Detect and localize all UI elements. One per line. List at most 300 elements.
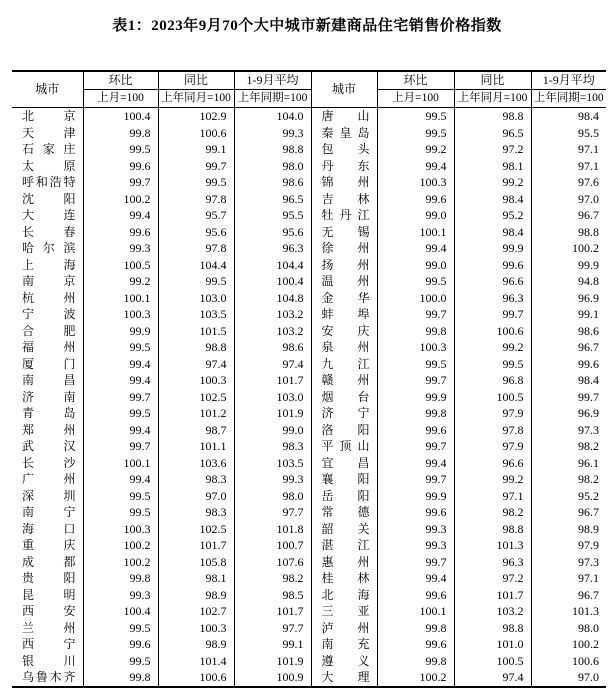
avg-value-right: 98.6 <box>578 323 599 338</box>
yoy-value-left: 95.7 <box>158 207 234 224</box>
yoy-value-left: 102.7 <box>158 603 234 620</box>
avg-value-right: 98.4 <box>578 373 599 387</box>
mom-value-right: 99.6 <box>377 422 454 439</box>
avg-value-right: 98.8 <box>578 224 599 239</box>
yoy-value-left: 97.8 <box>158 240 234 257</box>
table-row <box>12 603 606 620</box>
mom-value-left: 99.7 <box>83 438 158 455</box>
yoy-value-right: 96.8 <box>454 372 531 389</box>
city-name-right: 泸 州 <box>311 620 377 637</box>
table-row <box>12 537 606 554</box>
city-name-right: 洛 阳 <box>311 422 377 439</box>
city-name-left: 哈 尔 滨 <box>12 240 83 257</box>
city-name-right: 岳 阳 <box>311 488 377 505</box>
avg-value-left: 99.3 <box>234 125 311 142</box>
table-row <box>12 389 606 406</box>
yoy-value-left: 97.0 <box>158 488 234 505</box>
header-avg-base-right: 上年同期=100 <box>531 90 606 108</box>
mom-value-left: 99.4 <box>83 356 158 373</box>
table-row <box>12 438 606 455</box>
yoy-value-right: 97.2 <box>454 570 531 587</box>
mom-value-right: 99.3 <box>377 521 454 538</box>
header-avg-right: 1-9月平均 <box>531 71 606 90</box>
yoy-value-left: 99.5 <box>158 174 234 191</box>
mom-value-right: 99.5 <box>377 273 454 290</box>
avg-value-left: 100.4 <box>234 273 311 290</box>
header-mom-base-right: 上月=100 <box>377 90 454 108</box>
mom-value-right: 99.6 <box>377 191 454 208</box>
yoy-value-left: 97.8 <box>158 191 234 208</box>
city-name-left: 成 都 <box>12 554 83 571</box>
city-name-left: 石 家 庄 <box>12 141 83 158</box>
yoy-value-right: 95.2 <box>454 207 531 224</box>
table-row <box>12 339 606 356</box>
table-row <box>12 471 606 488</box>
avg-value-right: 97.3 <box>578 422 599 437</box>
mom-value-right: 100.3 <box>377 339 454 356</box>
avg-value-right: 99.9 <box>578 257 599 272</box>
city-name-right: 济 宁 <box>311 405 377 422</box>
avg-value-right: 99.1 <box>578 307 599 321</box>
yoy-value-right: 99.2 <box>454 339 531 356</box>
table-title: 表1：2023年9月70个大中城市新建商品住宅销售价格指数 <box>112 18 502 34</box>
mom-value-right: 99.9 <box>377 389 454 406</box>
city-name-left: 贵 阳 <box>12 570 83 587</box>
mom-value-right: 99.4 <box>377 158 454 175</box>
avg-value-right: 97.9 <box>578 538 599 552</box>
avg-value-right: 99.6 <box>578 356 599 371</box>
table-row <box>12 636 606 653</box>
yoy-value-right: 99.7 <box>454 306 531 323</box>
avg-value-right: 97.3 <box>578 554 599 569</box>
avg-value-left: 103.2 <box>234 306 311 323</box>
table-row <box>12 224 606 241</box>
avg-value-left: 104.4 <box>234 257 311 274</box>
yoy-value-right: 100.5 <box>454 389 531 406</box>
yoy-value-right: 99.5 <box>454 356 531 373</box>
header-yoy-base-left: 上年同月=100 <box>158 90 234 108</box>
mom-value-left: 100.2 <box>83 537 158 554</box>
yoy-value-right: 96.3 <box>454 290 531 307</box>
avg-value-left: 95.6 <box>234 224 311 241</box>
yoy-value-right: 100.5 <box>454 653 531 670</box>
yoy-value-right: 96.6 <box>454 273 531 290</box>
city-name-right: 包 头 <box>311 141 377 158</box>
yoy-value-left: 102.5 <box>158 521 234 538</box>
yoy-value-right: 100.6 <box>454 323 531 340</box>
mom-value-right: 99.3 <box>377 537 454 554</box>
mom-value-left: 99.4 <box>83 471 158 488</box>
city-name-right: 常 德 <box>311 504 377 521</box>
yoy-value-left: 98.1 <box>158 570 234 587</box>
avg-value-right: 100.2 <box>572 637 599 651</box>
city-name-left: 昆 明 <box>12 587 83 604</box>
yoy-value-left: 100.3 <box>158 620 234 637</box>
table-row <box>12 290 606 307</box>
mom-value-right: 99.0 <box>377 257 454 274</box>
mom-value-right: 100.2 <box>377 669 454 687</box>
city-name-left: 长 春 <box>12 224 83 241</box>
avg-value-left: 98.5 <box>234 587 311 604</box>
city-name-right: 九 江 <box>311 356 377 373</box>
yoy-value-right: 97.2 <box>454 141 531 158</box>
city-name-right: 丹 东 <box>311 158 377 175</box>
yoy-value-left: 100.3 <box>158 372 234 389</box>
table-row <box>12 306 606 323</box>
header-mom-base-left: 上月=100 <box>83 90 158 108</box>
mom-value-right: 99.2 <box>377 141 454 158</box>
table-row <box>12 356 606 373</box>
table-row <box>12 108 606 125</box>
avg-value-left: 98.8 <box>234 141 311 158</box>
table-row <box>12 372 606 389</box>
mom-value-left: 99.5 <box>83 620 158 637</box>
mom-value-right: 99.4 <box>377 570 454 587</box>
city-name-left: 北 京 <box>12 108 83 125</box>
mom-value-left: 99.7 <box>83 389 158 406</box>
mom-value-left: 100.1 <box>83 290 158 307</box>
avg-value-right: 97.1 <box>578 158 599 173</box>
avg-value-left: 98.6 <box>234 174 311 191</box>
table-row <box>12 669 606 687</box>
mom-value-right: 99.6 <box>377 636 454 653</box>
avg-value-right: 97.1 <box>578 142 599 156</box>
city-name-right: 湛 江 <box>311 537 377 554</box>
yoy-value-left: 97.4 <box>158 356 234 373</box>
mom-value-right: 99.8 <box>377 405 454 422</box>
mom-value-left: 99.4 <box>83 207 158 224</box>
header-city-left: 城市 <box>12 71 83 108</box>
table-row <box>12 554 606 571</box>
city-name-right: 赣 州 <box>311 372 377 389</box>
mom-value-right: 100.0 <box>377 290 454 307</box>
city-name-left: 南 昌 <box>12 372 83 389</box>
yoy-value-right: 98.4 <box>454 224 531 241</box>
table-row <box>12 158 606 175</box>
mom-value-left: 100.1 <box>83 455 158 472</box>
avg-value-right: 97.0 <box>578 191 599 206</box>
mom-value-left: 99.5 <box>83 653 158 670</box>
table-header <box>12 71 606 108</box>
city-name-left: 兰 州 <box>12 620 83 637</box>
table-row <box>12 405 606 422</box>
yoy-value-left: 98.7 <box>158 422 234 439</box>
table-row <box>12 174 606 191</box>
table-row <box>12 488 606 505</box>
city-name-left: 南 宁 <box>12 504 83 521</box>
avg-value-left: 95.5 <box>234 207 311 224</box>
mom-value-right: 99.7 <box>377 471 454 488</box>
yoy-value-left: 99.5 <box>158 273 234 290</box>
city-name-left: 呼 和 浩 特 <box>12 174 83 191</box>
table-body <box>12 108 606 687</box>
city-name-right: 宜 昌 <box>311 455 377 472</box>
city-name-left: 银 川 <box>12 653 83 670</box>
yoy-value-right: 96.6 <box>454 455 531 472</box>
yoy-value-right: 97.1 <box>454 488 531 505</box>
city-name-left: 西 宁 <box>12 636 83 653</box>
yoy-value-left: 103.5 <box>158 306 234 323</box>
mom-value-right: 99.0 <box>377 207 454 224</box>
city-name-right: 徐 州 <box>311 240 377 257</box>
city-name-left: 杭 州 <box>12 290 83 307</box>
avg-value-right: 98.2 <box>578 439 599 453</box>
avg-value-left: 97.7 <box>234 620 311 637</box>
avg-value-left: 101.7 <box>234 603 311 620</box>
avg-value-right: 98.4 <box>578 109 599 123</box>
mom-value-left: 100.3 <box>83 306 158 323</box>
header-yoy-left: 同比 <box>158 71 234 90</box>
mom-value-left: 99.8 <box>83 669 158 687</box>
avg-value-right: 96.9 <box>578 406 599 420</box>
mom-value-right: 99.6 <box>377 587 454 604</box>
city-name-left: 太 原 <box>12 158 83 175</box>
table-row <box>12 570 606 587</box>
mom-value-left: 99.6 <box>83 158 158 175</box>
table-row <box>12 273 606 290</box>
avg-value-left: 107.6 <box>234 554 311 571</box>
mom-value-left: 99.5 <box>83 339 158 356</box>
yoy-value-right: 98.8 <box>454 620 531 637</box>
city-name-right: 泉 州 <box>311 339 377 356</box>
mom-value-left: 99.7 <box>83 174 158 191</box>
city-name-left: 大 连 <box>12 207 83 224</box>
mom-value-right: 99.8 <box>377 653 454 670</box>
mom-value-left: 99.5 <box>83 405 158 422</box>
avg-value-right: 98.2 <box>578 472 599 486</box>
avg-value-left: 101.8 <box>234 521 311 538</box>
mom-value-left: 100.4 <box>83 108 158 125</box>
avg-value-right: 96.7 <box>578 208 599 222</box>
yoy-value-left: 98.9 <box>158 587 234 604</box>
yoy-value-left: 104.4 <box>158 257 234 274</box>
table-row <box>12 504 606 521</box>
avg-value-left: 97.4 <box>234 356 311 373</box>
avg-value-right: 96.1 <box>578 455 599 470</box>
avg-value-right: 97.1 <box>578 571 599 585</box>
table-row <box>12 240 606 257</box>
mom-value-left: 100.2 <box>83 554 158 571</box>
avg-value-left: 96.3 <box>234 240 311 257</box>
city-name-left: 合 肥 <box>12 323 83 340</box>
avg-value-right: 96.7 <box>578 587 599 602</box>
yoy-value-right: 98.4 <box>454 191 531 208</box>
city-name-right: 秦 皇 岛 <box>311 125 377 142</box>
table-row <box>12 521 606 538</box>
avg-value-right: 97.6 <box>578 175 599 189</box>
yoy-value-right: 101.0 <box>454 636 531 653</box>
mom-value-right: 99.7 <box>377 438 454 455</box>
mom-value-right: 99.4 <box>377 455 454 472</box>
mom-value-right: 99.8 <box>377 620 454 637</box>
yoy-value-right: 98.8 <box>454 521 531 538</box>
mom-value-left: 99.6 <box>83 224 158 241</box>
mom-value-right: 99.9 <box>377 488 454 505</box>
mom-value-right: 99.4 <box>377 240 454 257</box>
yoy-value-left: 103.6 <box>158 455 234 472</box>
table-row <box>12 191 606 208</box>
mom-value-left: 100.5 <box>83 257 158 274</box>
yoy-value-right: 101.7 <box>454 587 531 604</box>
yoy-value-left: 98.3 <box>158 504 234 521</box>
yoy-value-left: 98.3 <box>158 471 234 488</box>
avg-value-left: 101.9 <box>234 405 311 422</box>
yoy-value-left: 101.5 <box>158 323 234 340</box>
city-name-left: 南 京 <box>12 273 83 290</box>
header-avg-left: 1-9月平均 <box>234 71 311 90</box>
mom-value-left: 99.5 <box>83 141 158 158</box>
mom-value-right: 100.1 <box>377 224 454 241</box>
header-yoy-right: 同比 <box>454 71 531 90</box>
table-row <box>12 257 606 274</box>
mom-value-left: 100.4 <box>83 603 158 620</box>
mom-value-left: 100.3 <box>83 521 158 538</box>
avg-value-left: 98.0 <box>234 488 311 505</box>
city-name-right: 安 庆 <box>311 323 377 340</box>
yoy-value-right: 97.8 <box>454 422 531 439</box>
mom-value-left: 99.4 <box>83 422 158 439</box>
yoy-value-left: 100.6 <box>158 669 234 687</box>
avg-value-left: 103.2 <box>234 323 311 340</box>
yoy-value-left: 102.5 <box>158 389 234 406</box>
city-name-right: 惠 州 <box>311 554 377 571</box>
city-name-right: 蚌 埠 <box>311 306 377 323</box>
header-yoy-base-right: 上年同月=100 <box>454 90 531 108</box>
avg-value-left: 100.7 <box>234 537 311 554</box>
yoy-value-right: 97.9 <box>454 438 531 455</box>
mom-value-left: 99.6 <box>83 636 158 653</box>
header-mom-left: 环比 <box>83 71 158 90</box>
mom-value-right: 100.3 <box>377 174 454 191</box>
mom-value-right: 99.7 <box>377 372 454 389</box>
city-name-right: 韶 关 <box>311 521 377 538</box>
yoy-value-right: 98.2 <box>454 504 531 521</box>
mom-value-right: 99.6 <box>377 504 454 521</box>
mom-value-left: 99.4 <box>83 372 158 389</box>
yoy-value-left: 101.2 <box>158 405 234 422</box>
mom-value-left: 99.5 <box>83 488 158 505</box>
avg-value-right: 100.6 <box>572 653 599 668</box>
mom-value-left: 99.8 <box>83 125 158 142</box>
yoy-value-left: 103.0 <box>158 290 234 307</box>
yoy-value-right: 96.3 <box>454 554 531 571</box>
city-name-right: 襄 阳 <box>311 471 377 488</box>
avg-value-right: 97.0 <box>578 670 599 684</box>
city-name-right: 南 充 <box>311 636 377 653</box>
city-name-right: 金 华 <box>311 290 377 307</box>
yoy-value-left: 102.9 <box>158 108 234 125</box>
avg-value-right: 99.7 <box>578 389 599 404</box>
city-name-right: 吉 林 <box>311 191 377 208</box>
yoy-value-left: 100.6 <box>158 125 234 142</box>
city-name-left: 厦 门 <box>12 356 83 373</box>
avg-value-left: 100.9 <box>234 669 311 687</box>
price-index-table <box>12 70 606 688</box>
yoy-value-left: 101.7 <box>158 537 234 554</box>
mom-value-left: 99.8 <box>83 570 158 587</box>
city-name-left: 宁 波 <box>12 306 83 323</box>
avg-value-right: 100.2 <box>572 241 599 255</box>
avg-value-right: 96.7 <box>578 505 599 519</box>
city-name-left: 乌 鲁 木 齐 <box>12 669 83 687</box>
city-name-right: 烟 台 <box>311 389 377 406</box>
yoy-value-right: 99.6 <box>454 257 531 274</box>
city-name-right: 扬 州 <box>311 257 377 274</box>
table-row <box>12 207 606 224</box>
city-name-left: 深 圳 <box>12 488 83 505</box>
yoy-value-left: 98.8 <box>158 339 234 356</box>
city-name-left: 青 岛 <box>12 405 83 422</box>
mom-value-right: 99.7 <box>377 306 454 323</box>
city-name-right: 大 理 <box>311 669 377 687</box>
yoy-value-right: 103.2 <box>454 603 531 620</box>
avg-value-left: 103.0 <box>234 389 311 406</box>
yoy-value-right: 97.4 <box>454 669 531 687</box>
avg-value-right: 98.0 <box>578 620 599 635</box>
header-mom-right: 环比 <box>377 71 454 90</box>
avg-value-right: 96.9 <box>578 290 599 305</box>
yoy-value-right: 101.3 <box>454 537 531 554</box>
mom-value-left: 99.5 <box>83 504 158 521</box>
avg-value-left: 101.7 <box>234 372 311 389</box>
avg-value-left: 101.9 <box>234 653 311 670</box>
table-row <box>12 323 606 340</box>
city-name-left: 重 庆 <box>12 537 83 554</box>
yoy-value-left: 105.8 <box>158 554 234 571</box>
table-row <box>12 620 606 637</box>
avg-value-right: 101.3 <box>572 604 599 618</box>
mom-value-left: 99.9 <box>83 323 158 340</box>
mom-value-right: 99.7 <box>377 554 454 571</box>
table-row <box>12 422 606 439</box>
city-name-right: 温 州 <box>311 273 377 290</box>
yoy-value-right: 98.1 <box>454 158 531 175</box>
city-name-left: 上 海 <box>12 257 83 274</box>
yoy-value-right: 98.8 <box>454 108 531 125</box>
yoy-value-right: 99.2 <box>454 471 531 488</box>
avg-value-left: 104.8 <box>234 290 311 307</box>
mom-value-right: 99.5 <box>377 125 454 142</box>
yoy-value-left: 101.1 <box>158 438 234 455</box>
city-name-right: 牡 丹 江 <box>311 207 377 224</box>
avg-value-left: 97.7 <box>234 504 311 521</box>
mom-value-left: 100.2 <box>83 191 158 208</box>
city-name-right: 北 海 <box>311 587 377 604</box>
city-name-right: 锦 州 <box>311 174 377 191</box>
city-name-left: 福 州 <box>12 339 83 356</box>
city-name-right: 唐 山 <box>311 108 377 125</box>
city-name-right: 无 锡 <box>311 224 377 241</box>
header-city-right: 城市 <box>311 71 377 108</box>
yoy-value-right: 99.2 <box>454 174 531 191</box>
mom-value-left: 99.3 <box>83 587 158 604</box>
city-name-left: 天 津 <box>12 125 83 142</box>
city-name-left: 长 沙 <box>12 455 83 472</box>
city-name-left: 武 汉 <box>12 438 83 455</box>
yoy-value-left: 95.6 <box>158 224 234 241</box>
avg-value-left: 96.5 <box>234 191 311 208</box>
city-name-left: 广 州 <box>12 471 83 488</box>
avg-value-left: 103.5 <box>234 455 311 472</box>
yoy-value-right: 96.5 <box>454 125 531 142</box>
mom-value-right: 99.5 <box>377 108 454 125</box>
table-row <box>12 125 606 142</box>
city-name-right: 桂 林 <box>311 570 377 587</box>
mom-value-right: 99.5 <box>377 356 454 373</box>
city-name-left: 郑 州 <box>12 422 83 439</box>
avg-value-right: 94.8 <box>578 274 599 288</box>
avg-value-left: 99.1 <box>234 636 311 653</box>
